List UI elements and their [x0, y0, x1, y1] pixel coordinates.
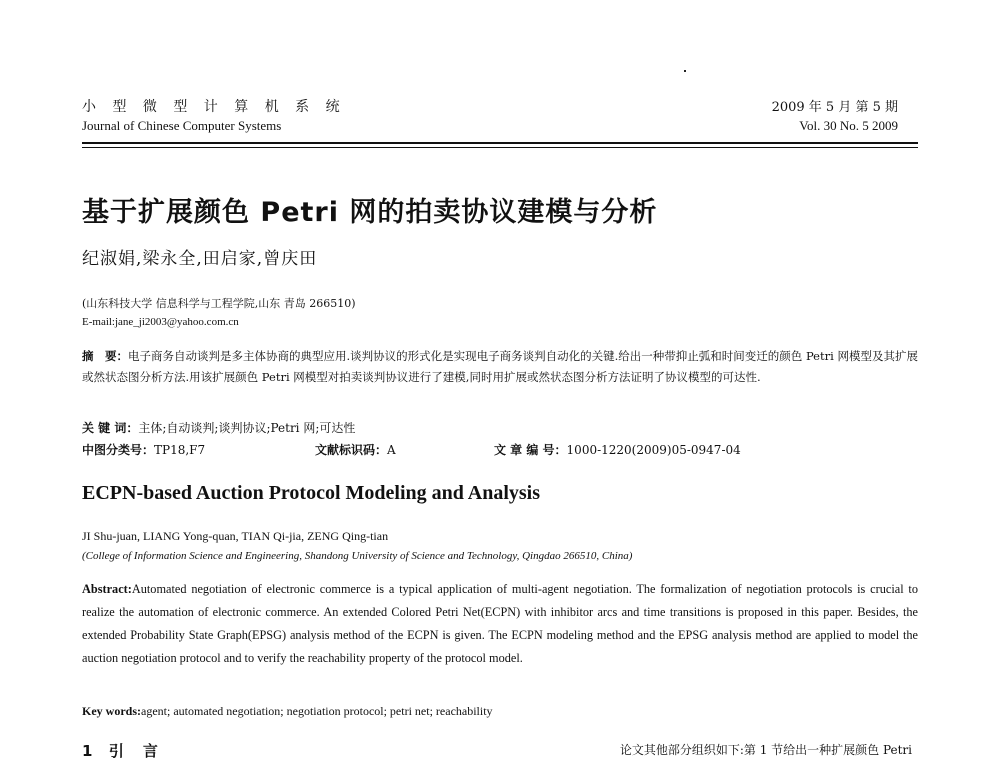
authors-en: JI Shu-juan, LIANG Yong-quan, TIAN Qi-jia, ZENG Qing-tian	[82, 529, 389, 543]
keywords-en	[82, 704, 493, 719]
keywords-cn-label: 关 键 词：	[82, 421, 139, 435]
doccode-label: 文献标识码：	[315, 443, 388, 457]
section-number: 1	[82, 742, 95, 760]
clc-label: 中图分类号：	[82, 443, 155, 457]
affiliation-en: (College of Information Science and Engineering, Shandong University of Science and Technology, Qingdao 266510, China)	[82, 550, 633, 562]
clc-value: TP18,F7	[154, 443, 206, 457]
document-code	[315, 441, 396, 458]
article-number	[494, 441, 741, 458]
affiliation-cn: (山东科技大学 信息科学与工程学院,山东 青岛 266510)	[82, 297, 356, 310]
abstract-en-label: Abstract:	[82, 582, 132, 596]
section-title: 引 言	[108, 742, 160, 760]
keywords-cn-text: 主体;自动谈判;谈判协议;Petri 网;可达性	[138, 421, 356, 435]
abstract-cn-label: 摘 要：	[82, 349, 128, 363]
articleno-value: 1000-1220(2009)05-0947-04	[566, 443, 741, 457]
keywords-en-text: agent; automated negotiation; negotiation protocol; petri net; reachability	[141, 704, 493, 718]
header-rule-thick	[82, 142, 918, 144]
issue-date-cn: 2009 年 5 月 第 5 期	[771, 100, 898, 115]
abstract-cn-text: 电子商务自动谈判是多主体协商的典型应用.谈判协议的形式化是实现电子商务谈判自动化的关键.给出一种带抑止弧和时间变迁的颜色 Petri 网模型及其扩展或然状态图分析方法.用该扩展颜色 Petri 网模型对拍卖谈判协议进行了建模,同时用扩展或然状态图分析方法证明了协议模型的可达性.	[82, 349, 918, 384]
keywords-en-label: Key words:	[82, 704, 141, 718]
abstract-en-text: Automated negotiation of electronic commerce is a typical application of multi-agent negotiation. The formalization of negotiation protocols is crucial to realize the automation of electronic commerce. An extended Colored Petri Net(ECPN) with inhibitor arcs and time transitions is proposed in this paper. Besides, the extended Probability State Graph(EPSG) analysis method of the ECPN is given. The ECPN modeling method and the EPSG analysis method are applied to model the auction negotiation protocol and to verify the reachability property of the protocol model.	[82, 582, 918, 665]
issue-volume-en: Vol. 30 No. 5 2009	[799, 118, 898, 133]
keywords-cn	[82, 419, 355, 436]
body-text-right-column: 论文其他部分组织如下:第 1 节给出一种扩展颜色 Petri	[619, 743, 912, 757]
articleno-label: 文 章 编 号：	[494, 443, 567, 457]
abstract-cn	[82, 346, 918, 388]
clc-number	[82, 441, 205, 458]
journal-name-cn: 小 型 微 型 计 算 机 系 统	[82, 99, 346, 115]
paper-title-cn: 基于扩展颜色 Petri 网的拍卖协议建模与分析	[82, 197, 658, 228]
abstract-en	[82, 578, 918, 670]
section-heading-introduction	[82, 740, 160, 761]
doccode-value: A	[387, 443, 396, 457]
paper-title-en: ECPN-based Auction Protocol Modeling and Analysis	[82, 482, 541, 504]
authors-cn: 纪淑娟,梁永全,田启家,曾庆田	[82, 249, 318, 269]
header-rule-thin	[82, 147, 918, 148]
journal-name-en: Journal of Chinese Computer Systems	[82, 118, 282, 133]
author-email: E-mail:jane_ji2003@yahoo.com.cn	[82, 316, 239, 328]
scan-speck	[684, 70, 686, 72]
